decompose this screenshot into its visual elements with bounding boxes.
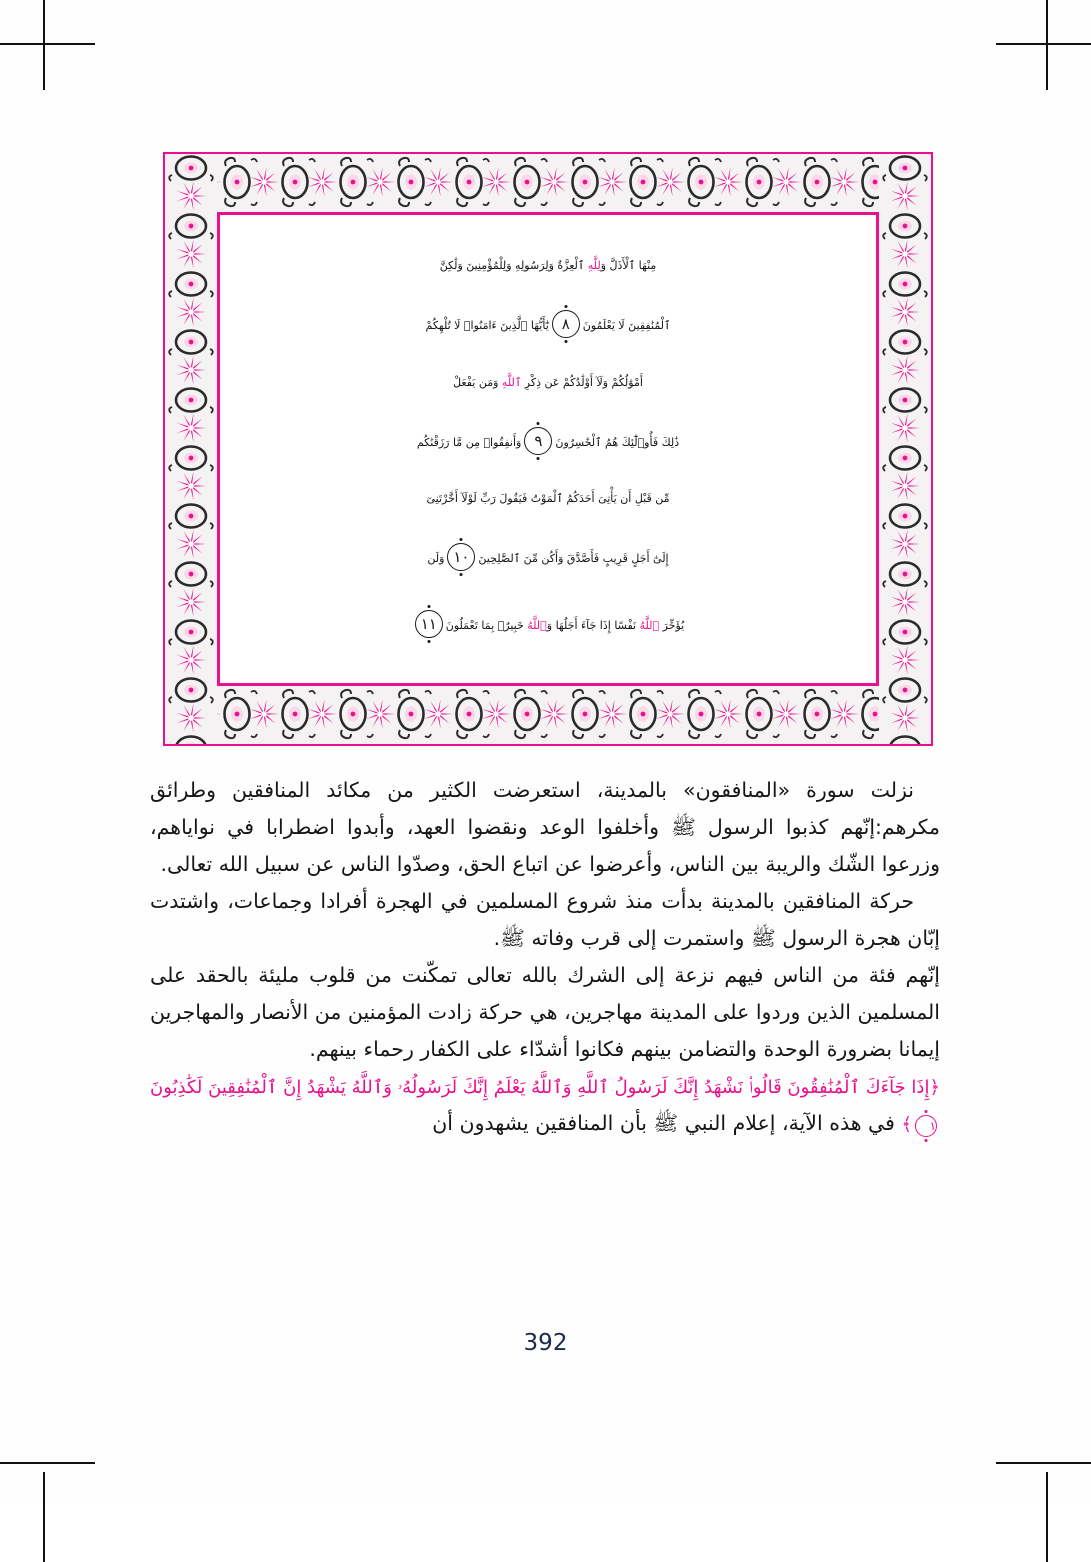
quran-line	[234, 610, 862, 638]
quran-text-segment: خَبِيرٌۢ بِمَا تَعْمَلُونَ	[445, 619, 528, 633]
quran-line	[234, 310, 862, 338]
inline-ayah-number: ١	[915, 1115, 937, 1137]
crop-mark-top-left-horizontal	[0, 43, 95, 45]
quote-close-brace: ﴾	[901, 1114, 912, 1135]
crop-mark-bottom-right-vertical	[1046, 1472, 1048, 1562]
quran-text-highlight: ٱللَّهُ	[639, 619, 663, 633]
quran-text-segment: ٱلْمُنَٰفِقِينَ لَا يَعْلَمُونَ	[582, 318, 671, 332]
ayah-number-marker	[412, 610, 446, 638]
quran-text-segment: أَمْوَٰلُكُمْ وَلَآ أَوْلَٰدُكُمْ عَن ذِكْرِ	[524, 375, 643, 389]
quran-text-area	[217, 212, 879, 686]
inline-quote-paragraph	[150, 1068, 940, 1142]
frame-ornament-left	[165, 154, 217, 744]
quran-text-segment: إِلَىٰٓ أَجَلٍ قَرِيبٍ فَأَصَّدَّقَ وَأَكُن مِّنَ ٱلصَّٰلِحِينَ	[478, 552, 669, 566]
ayah-number-marker	[549, 310, 583, 338]
crop-mark-bottom-left-vertical	[43, 1472, 45, 1562]
ayah-number: ٨	[552, 310, 580, 338]
commentary-paragraph: حركة المنافقين بالمدينة بدأت منذ شروع المسلمين في الهجرة أفرادا وجماعات، واشتدت إبّان هجرة الرسول ﷺ واستمرت إلى قرب وفاته ﷺ.	[150, 889, 940, 950]
quran-text-segment: ذَٰلِكَ فَأُو۟لَٰٓئِكَ هُمُ ٱلْخَٰسِرُونَ	[555, 435, 680, 449]
quote-open-brace: ﴿	[929, 1077, 940, 1098]
frame-ornament-right	[879, 154, 931, 744]
quran-line	[234, 427, 862, 455]
ayah-number: ١٠	[447, 543, 475, 571]
frame-ornament-bottom	[165, 686, 931, 744]
commentary-body	[150, 772, 940, 1142]
quran-line-list	[220, 215, 876, 683]
page-number: 392	[523, 1330, 568, 1356]
frame-ornament-top	[165, 154, 931, 212]
quran-text-segment: يَٰٓأَيُّهَا ٱلَّذِينَ ءَامَنُوا۟ لَا تُلْهِكُمْ	[425, 318, 549, 332]
quran-text-segment: وَمَن يَفْعَلْ	[453, 375, 502, 389]
ayah-number-marker	[444, 543, 478, 571]
commentary-paragraph: إنّهم فئة من الناس فيهم نزعة إلى الشرك بالله تعالى تمكّنت من قلوب مليئة بالحقد على المسلمين الذين وردوا على المدينة مهاجرين، هي حركة زادت المؤمنين من الأنصار والمهاجرين إيمانا بضرورة الوحدة والتضامن بينهم فكانوا أشدّاء على الكفار رحماء بينهم.	[150, 963, 940, 1061]
crop-mark-bottom-left-horizontal	[0, 1462, 95, 1464]
quran-line	[234, 260, 862, 271]
ayah-number-marker	[521, 427, 555, 455]
quran-text-segment: نَفْسًا إِذَا جَآءَ أَجَلُهَا وَ	[546, 619, 640, 633]
after-quote-text: في هذه الآية، إعلام النبي ﷺ بأن المنافقين يشهدون أن	[432, 1111, 895, 1135]
quran-text-highlight: لِلَّهِ	[587, 258, 601, 272]
quran-text-highlight: ٱللَّهِ	[501, 375, 525, 389]
quran-text-segment: يُؤَخِّرَ	[662, 619, 685, 633]
quran-text-segment: ٱلْعِزَّةُ وَلِرَسُولِهِ وَلِلْمُؤْمِنِينَ وَلَٰكِنَّ	[439, 258, 588, 272]
quran-text-segment: وَلَن	[427, 552, 445, 566]
quran-line	[234, 543, 862, 571]
quran-text-segment: مِنْهَا ٱلْأَذَلَّ وَ	[600, 258, 657, 272]
commentary-paragraph: نزلت سورة «المنافقون» بالمدينة، استعرضت الكثير من مكائد المنافقين وطرائق مكرهم:إنّهم كذبوا الرسول ﷺ وأخلفوا الوعد ونقضوا العهد، وأبدوا اضطرابا في نواياهم، وزرعوا الشّك والريبة بين الناس، وأعرضوا عن اتباع الحق، وصدّوا الناس عن سبيل الله تعالى.	[150, 778, 940, 876]
inline-quran-quote: إِذَا جَآءَكَ ٱلْمُنَٰفِقُونَ قَالُوا۟ نَشْهَدُ إِنَّكَ لَرَسُولُ ٱللَّهِ وَٱللَّهُ يَعْلَمُ إِنَّكَ لَرَسُولُهُۥ وَٱللَّهُ يَشْهَدُ إِنَّ ٱلْمُنَٰفِقِينَ لَكَٰذِبُونَ	[150, 1077, 930, 1098]
crop-mark-top-right-horizontal	[996, 43, 1091, 45]
inline-ayah-number-marker	[912, 1107, 940, 1141]
quran-line	[234, 493, 862, 504]
quran-text-highlight: ٱللَّهُ	[527, 619, 547, 633]
quran-text-segment: مِّن قَبْلِ أَن يَأْتِىَ أَحَدَكُمُ ٱلْمَوْتُ فَيَقُولَ رَبِّ لَوْلَآ أَخَّرْتَنِىٓ	[426, 492, 670, 506]
ayah-number: ١١	[415, 610, 443, 638]
crop-mark-top-left-vertical	[43, 0, 45, 90]
ayah-number: ٩	[524, 427, 552, 455]
crop-mark-top-right-vertical	[1046, 0, 1048, 90]
crop-mark-bottom-right-horizontal	[996, 1462, 1091, 1464]
quran-line	[234, 377, 862, 388]
quran-verse-frame	[163, 152, 933, 746]
quran-text-segment: وَأَنفِقُوا۟ مِن مَّا رَزَقْنَٰكُم	[416, 435, 522, 449]
